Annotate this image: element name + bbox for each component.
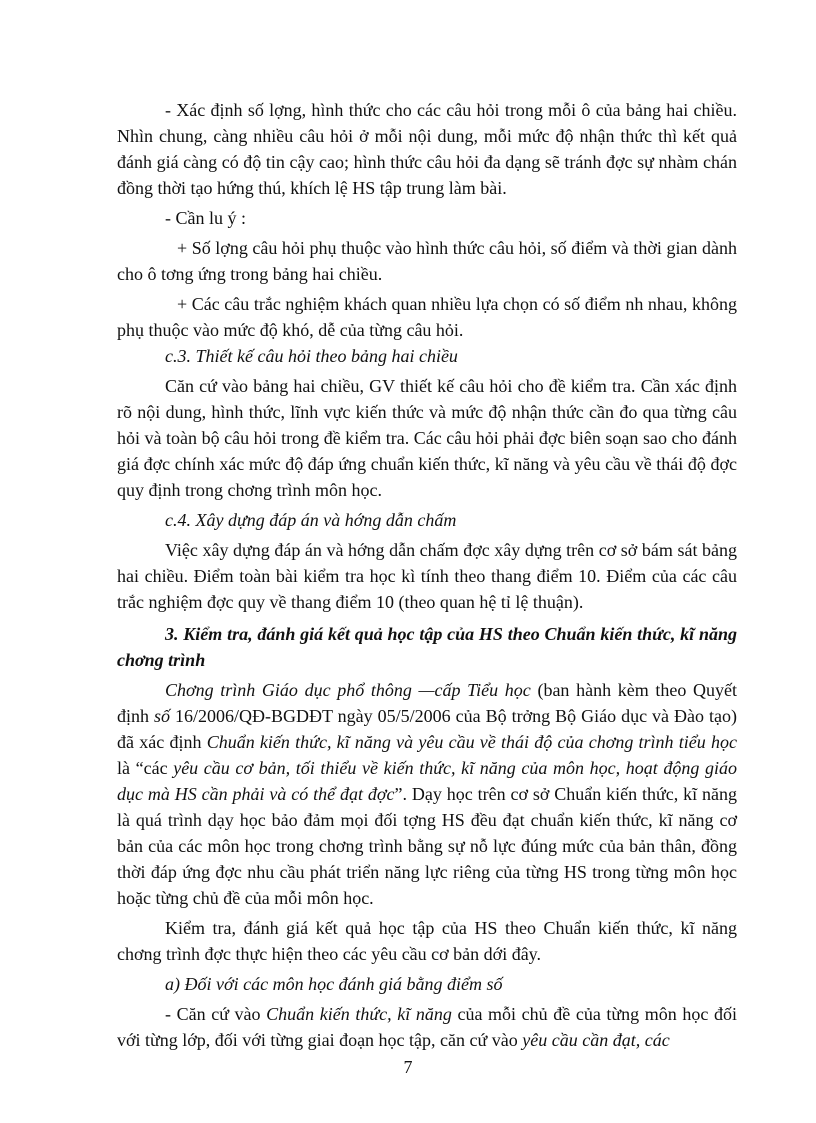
section-heading-3: 3. Kiểm tra, đánh giá kết quả học tập của HS theo Chuẩn kiến thức, kĩ năng chơng trình (117, 624, 737, 670)
paragraph-based-on-standards (117, 1001, 737, 1053)
italic-requirement: yêu cầu cần đạt, các (522, 1030, 670, 1050)
paragraph-design-questions: Căn cứ vào bảng hai chiều, GV thiết kế câu hỏi cho đề kiểm tra. Cần xác định rõ nội dung, hình thức, lĩnh vực kiến thức và mức độ nhận thức cần đo qua từng câu hỏi và toàn bộ câu hỏi trong đề kiểm tra. Các câu hỏi phải đợc biên soạn sao cho đánh giá đợc chính xác mức độ đáp ứng chuẩn kiến thức, kĩ năng và yêu cầu về thái độ đợc quy định trong chơng trình môn học. (117, 376, 737, 500)
paragraph-quantity-form: - Xác định số lợng, hình thức cho các câu hỏi trong mỗi ô của bảng hai chiều. Nhìn chung, càng nhiều câu hỏi ở mỗi nội dung, mỗi mức độ nhận thức thì kết quả đánh giá càng có độ tin cậy cao; hình thức câu hỏi đa dạng sẽ tránh đợc sự nhàm chán đồng thời tạo hứng thú, khích lệ HS tập trung làm bài. (117, 100, 737, 198)
text-segment: 16/2006/QĐ-BGDĐT ngày 05/5/2006 của Bộ trởng Bộ Giáo dục và Đào tạo) đã xác định (117, 706, 737, 752)
document-page (117, 97, 737, 1053)
text-segment: ”. Dạy học trên cơ sở Chuẩn kiến thức, kĩ năng là quá trình dạy học bảo đảm mọi đối tợng HS đều đạt chuẩn kiến thức, kĩ năng cơ bản của các môn học trong chơng trình bằng sự nỗ lực đúng mức của bản thân, đồng thời đáp ứng đợc nhu cầu phát triển năng lực riêng của từng HS trong từng môn học hoặc từng chủ đề của mỗi môn học. (117, 784, 737, 908)
italic-decision: số (154, 706, 171, 726)
italic-curriculum-name: Chơng trình Giáo dục phổ thông —cấp Tiểu học (165, 680, 531, 700)
subheading-c4: c.4. Xây dựng đáp án và hớng dẫn chấm (165, 510, 457, 530)
italic-definition: yêu cầu cơ bản, tối thiểu về kiến thức, kĩ năng của môn học, hoạt động giáo dục mà HS cần phải và có thể đạt đợc (117, 758, 737, 804)
paragraph-note-1: + Số lợng câu hỏi phụ thuộc vào hình thức câu hỏi, số điểm và thời gian dành cho ô tơng ứng trong bảng hai chiều. (117, 238, 737, 284)
paragraph-assessment-requirements: Kiểm tra, đánh giá kết quả học tập của HS theo Chuẩn kiến thức, kĩ năng chơng trình đợc thực hiện theo các yêu cầu cơ bản dới đây. (117, 918, 737, 964)
text-segment: - Căn cứ vào (165, 1004, 267, 1024)
paragraph-answer-key: Việc xây dựng đáp án và hớng dẫn chấm đợc xây dựng trên cơ sở bám sát bảng hai chiều. Điểm toàn bài kiểm tra học kì tính theo thang điểm 10. Điểm của các câu trắc nghiệm đợc quy về thang điểm 10 (theo quan hệ tỉ lệ thuận). (117, 540, 737, 612)
paragraph-note-heading: - Cần lu ý : (165, 208, 246, 228)
paragraph-note-2: + Các câu trắc nghiệm khách quan nhiều lựa chọn có số điểm nh nhau, không phụ thuộc vào mức độ khó, dễ của từng câu hỏi. (117, 294, 737, 340)
text-segment: (ban hành kèm theo Quyết định (117, 680, 737, 726)
italic-standard: Chuẩn kiến thức, kĩ năng (266, 1004, 452, 1024)
paragraph-curriculum-standard (117, 677, 737, 911)
italic-standard-name: Chuẩn kiến thức, kĩ năng và yêu cầu về thái độ của chơng trình tiểu học (206, 732, 738, 752)
subheading-c3: c.3. Thiết kế câu hỏi theo bảng hai chiều (165, 346, 458, 366)
subheading-a: a) Đối với các môn học đánh giá bằng điểm số (165, 974, 503, 994)
page-number: 7 (403, 1057, 413, 1077)
text-segment: là “các (117, 758, 174, 778)
text-segment: của mỗi chủ đề của từng môn học đối với từng lớp, đối với từng giai đoạn học tập, căn cứ vào (117, 1004, 737, 1050)
